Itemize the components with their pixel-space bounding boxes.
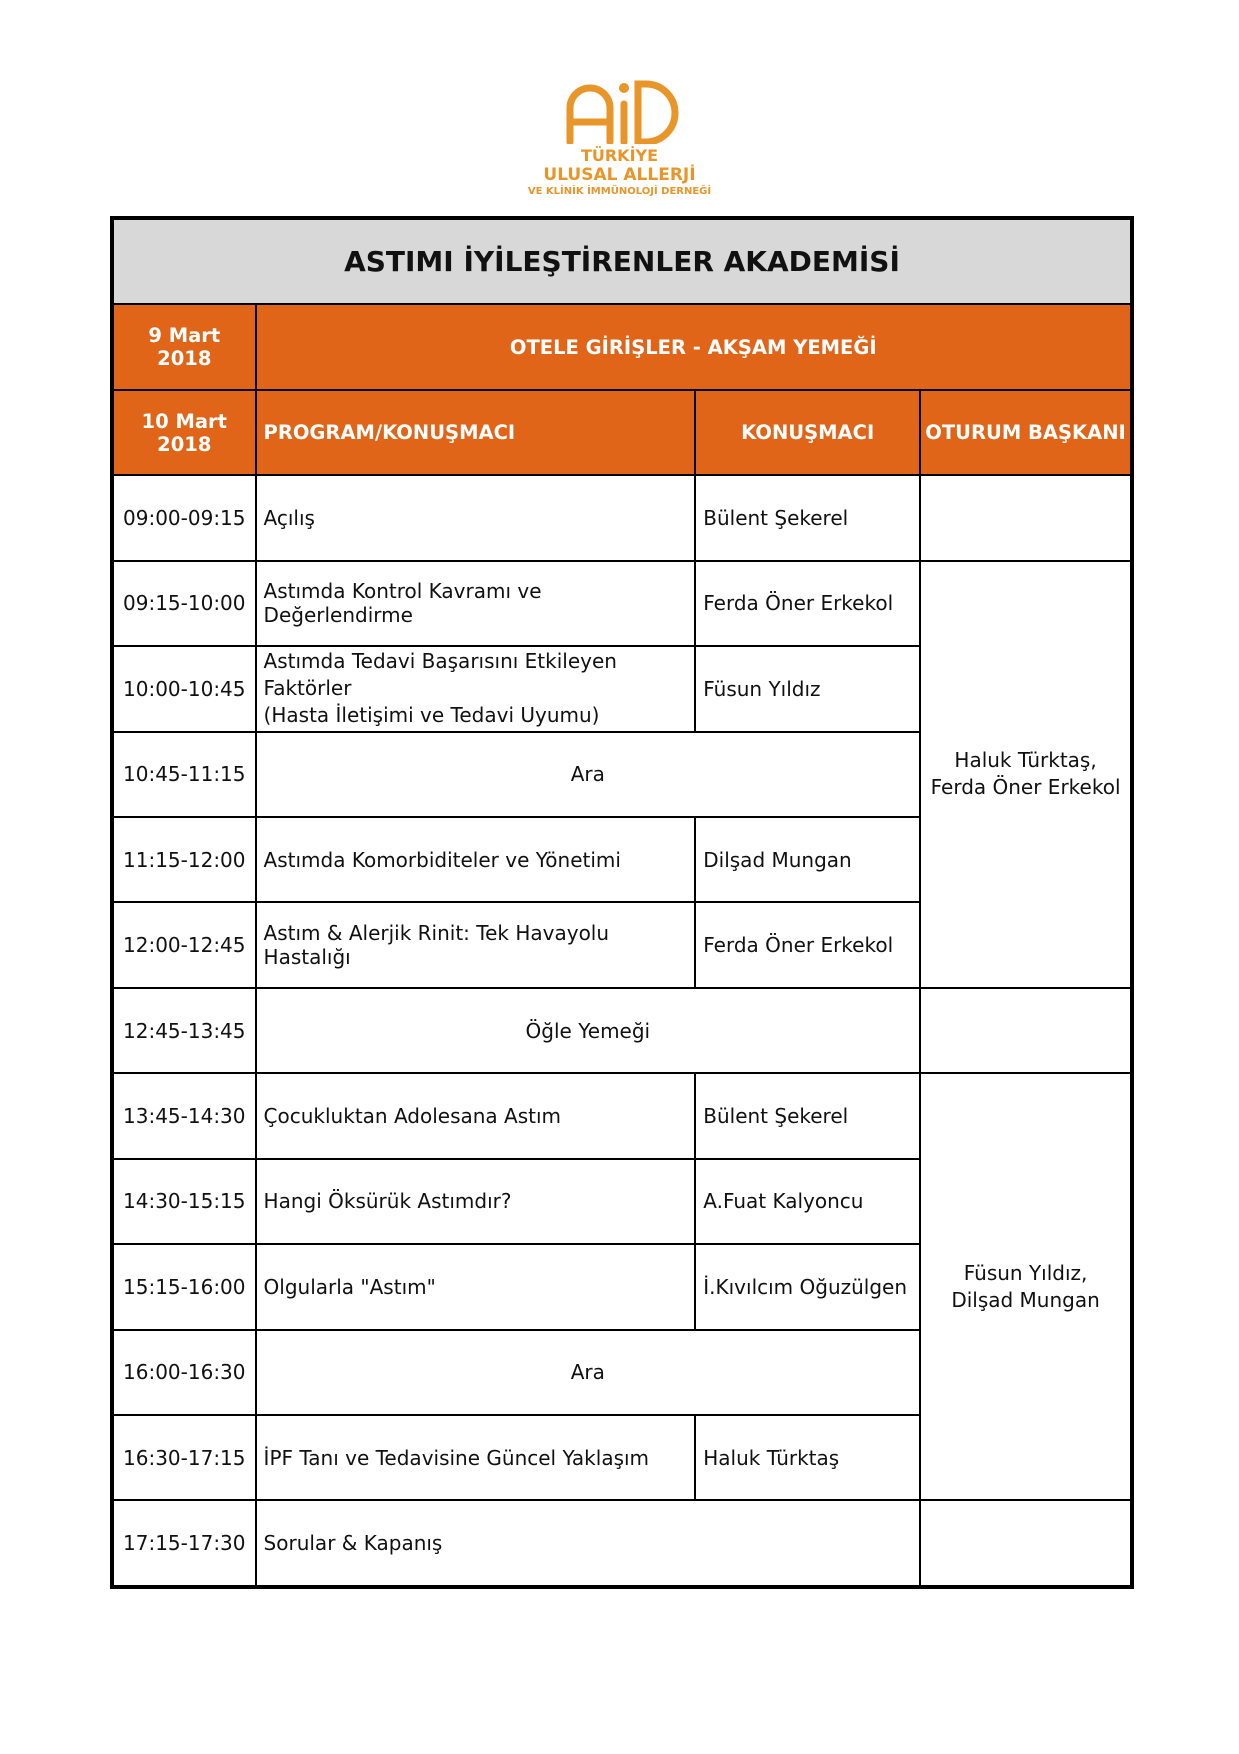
time-cell: 10:00-10:45 [112, 646, 256, 731]
chair-cell-session2 [920, 1073, 1132, 1500]
header-program: PROGRAM/KONUŞMACI [256, 390, 696, 475]
table-row [112, 988, 1132, 1073]
program-cell: Astım & Alerjik Rinit: Tek Havayolu Hastalığı [256, 902, 696, 987]
logo-text-turkiye: TÜRKİYE [580, 146, 659, 165]
chair-cell-session1 [920, 561, 1132, 988]
chair-cell-empty [920, 988, 1132, 1073]
time-cell: 12:45-13:45 [112, 988, 256, 1073]
program-line: (Hasta İletişimi ve Tedavi Uyumu) [263, 703, 600, 728]
chair-name: Füsun Yıldız, [963, 1260, 1088, 1285]
page-title: ASTIMI İYİLEŞTİRENLER AKADEMİSİ [112, 218, 1132, 304]
speaker-cell: Haluk Türktaş [695, 1415, 920, 1500]
program-cell: Çocukluktan Adolesana Astım [256, 1073, 696, 1158]
speaker-cell: A.Fuat Kalyoncu [695, 1159, 920, 1244]
speaker-cell: İ.Kıvılcım Oğuzülgen [695, 1244, 920, 1329]
time-cell: 09:00-09:15 [112, 475, 256, 560]
program-cell: Astımda Kontrol Kavramı ve Değerlendirme [256, 561, 696, 646]
day1-event: OTELE GİRİŞLER - AKŞAM YEMEĞİ [256, 304, 1132, 389]
header-chair: OTURUM BAŞKANI [920, 390, 1132, 475]
speaker-cell: Füsun Yıldız [695, 646, 920, 731]
speaker-cell: Bülent Şekerel [695, 475, 920, 560]
time-cell: 17:15-17:30 [112, 1500, 256, 1587]
program-table [110, 216, 1134, 1589]
day1-row [112, 304, 1132, 389]
aid-logo-mark-icon [560, 78, 680, 144]
speaker-cell: Ferda Öner Erkekol [695, 561, 920, 646]
chair-name: Haluk Türktaş, [954, 748, 1097, 773]
chair-cell-empty [920, 475, 1132, 560]
program-cell: İPF Tanı ve Tedavisine Güncel Yaklaşım [256, 1415, 696, 1500]
table-row [112, 561, 1132, 646]
program-line: Astımda Tedavi Başarısını Etkileyen Faktörler [263, 649, 617, 701]
logo-text-dernek: VE KLİNİK İMMÜNOLOJİ DERNEĞİ [527, 186, 712, 197]
program-cell: Astımda Komorbiditeler ve Yönetimi [256, 817, 696, 902]
time-cell: 13:45-14:30 [112, 1073, 256, 1158]
time-cell: 15:15-16:00 [112, 1244, 256, 1329]
table-row [112, 1073, 1132, 1158]
program-cell: Açılış [256, 475, 696, 560]
speaker-cell: Bülent Şekerel [695, 1073, 920, 1158]
logo [0, 78, 1239, 213]
break-cell: Ara [256, 732, 921, 817]
day1-date: 9 Mart 2018 [112, 304, 256, 389]
speaker-cell: Ferda Öner Erkekol [695, 902, 920, 987]
table-row [112, 475, 1132, 560]
logo-text-ulusal-allerji: ULUSAL ALLERJİ [543, 165, 696, 185]
time-cell: 16:30-17:15 [112, 1415, 256, 1500]
time-cell: 11:15-12:00 [112, 817, 256, 902]
header-speaker: KONUŞMACI [695, 390, 920, 475]
title-row [112, 218, 1132, 304]
break-cell: Ara [256, 1330, 921, 1415]
chair-cell-empty [920, 1500, 1132, 1587]
time-cell: 12:00-12:45 [112, 902, 256, 987]
lunch-cell: Öğle Yemeği [256, 988, 921, 1073]
time-cell: 10:45-11:15 [112, 732, 256, 817]
time-cell: 14:30-15:15 [112, 1159, 256, 1244]
table-row [112, 1500, 1132, 1587]
program-cell [256, 646, 696, 731]
program-cell: Sorular & Kapanış [256, 1500, 921, 1587]
day2-header-row [112, 390, 1132, 475]
time-cell: 09:15-10:00 [112, 561, 256, 646]
speaker-cell: Dilşad Mungan [695, 817, 920, 902]
chair-name: Dilşad Mungan [951, 1287, 1100, 1312]
chair-name: Ferda Öner Erkekol [930, 775, 1121, 800]
day2-date: 10 Mart 2018 [112, 390, 256, 475]
program-cell: Hangi Öksürük Astımdır? [256, 1159, 696, 1244]
program-cell: Olgularla "Astım" [256, 1244, 696, 1329]
time-cell: 16:00-16:30 [112, 1330, 256, 1415]
